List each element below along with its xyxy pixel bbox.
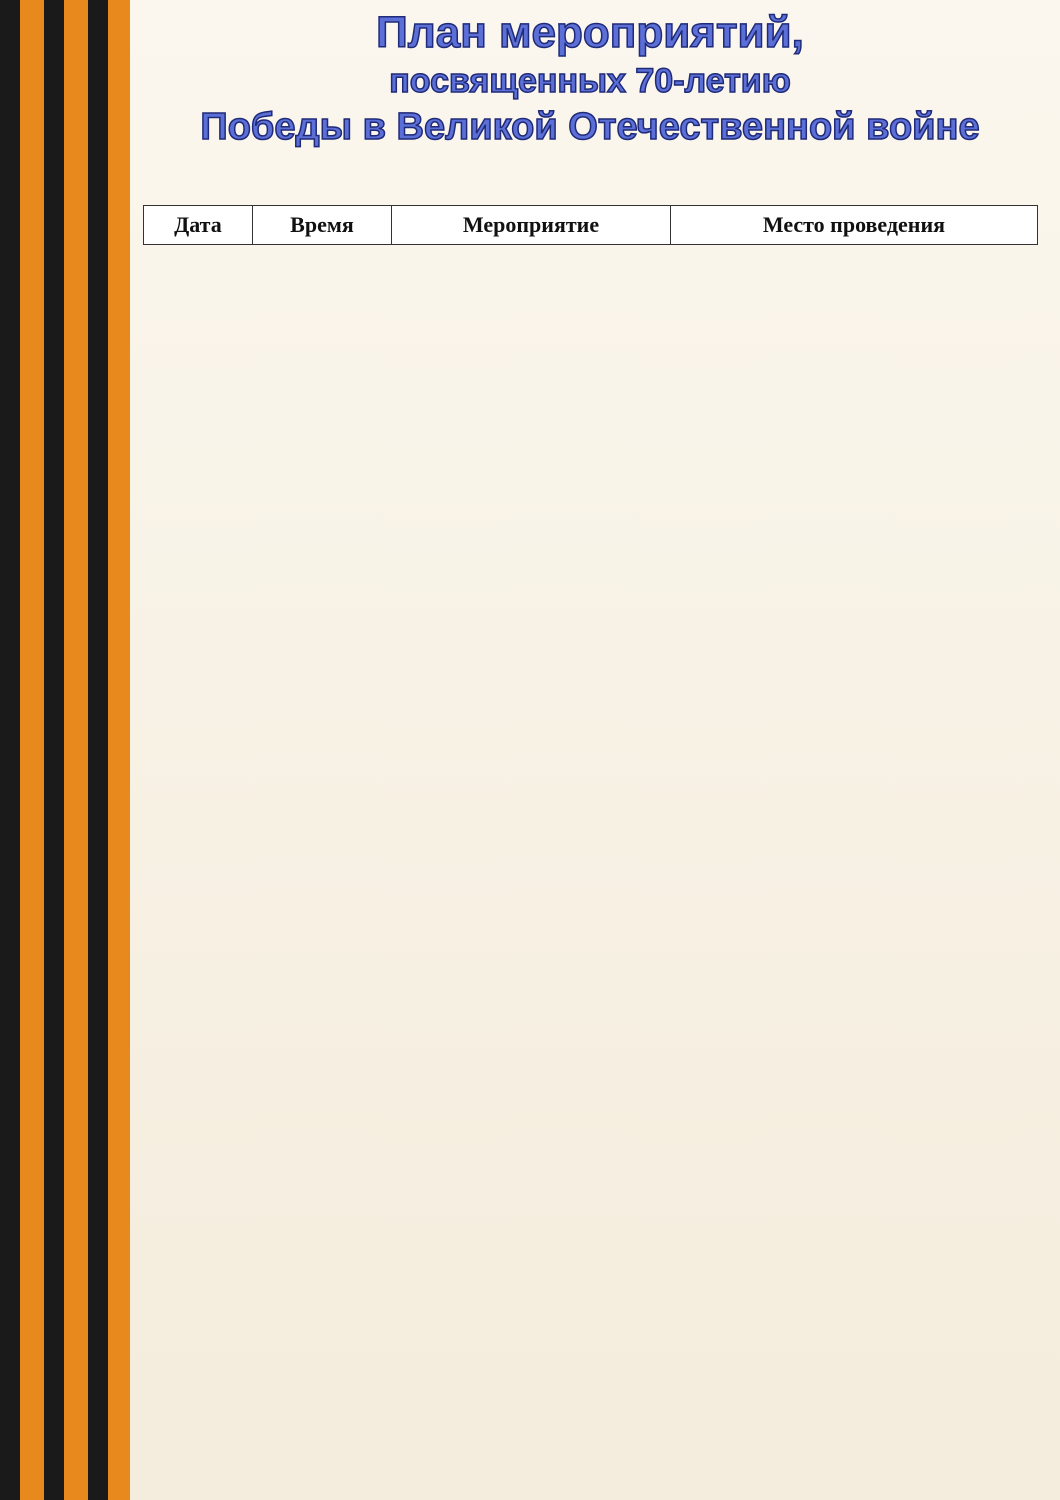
title-line-3: Победы в Великой Отечественной войне [200, 105, 980, 148]
title-line-2: посвященных 70-летию [389, 62, 791, 101]
schedule-header-row [144, 206, 1038, 245]
st-george-ribbon [0, 0, 130, 1500]
header-place: Место проведения [670, 206, 1037, 245]
header-event: Мероприятие [392, 206, 671, 245]
schedule-table [143, 205, 1038, 245]
title-line-1: План мероприятий, [376, 8, 804, 57]
page-title [140, 10, 1040, 156]
header-date: Дата [144, 206, 253, 245]
header-time: Время [252, 206, 391, 245]
